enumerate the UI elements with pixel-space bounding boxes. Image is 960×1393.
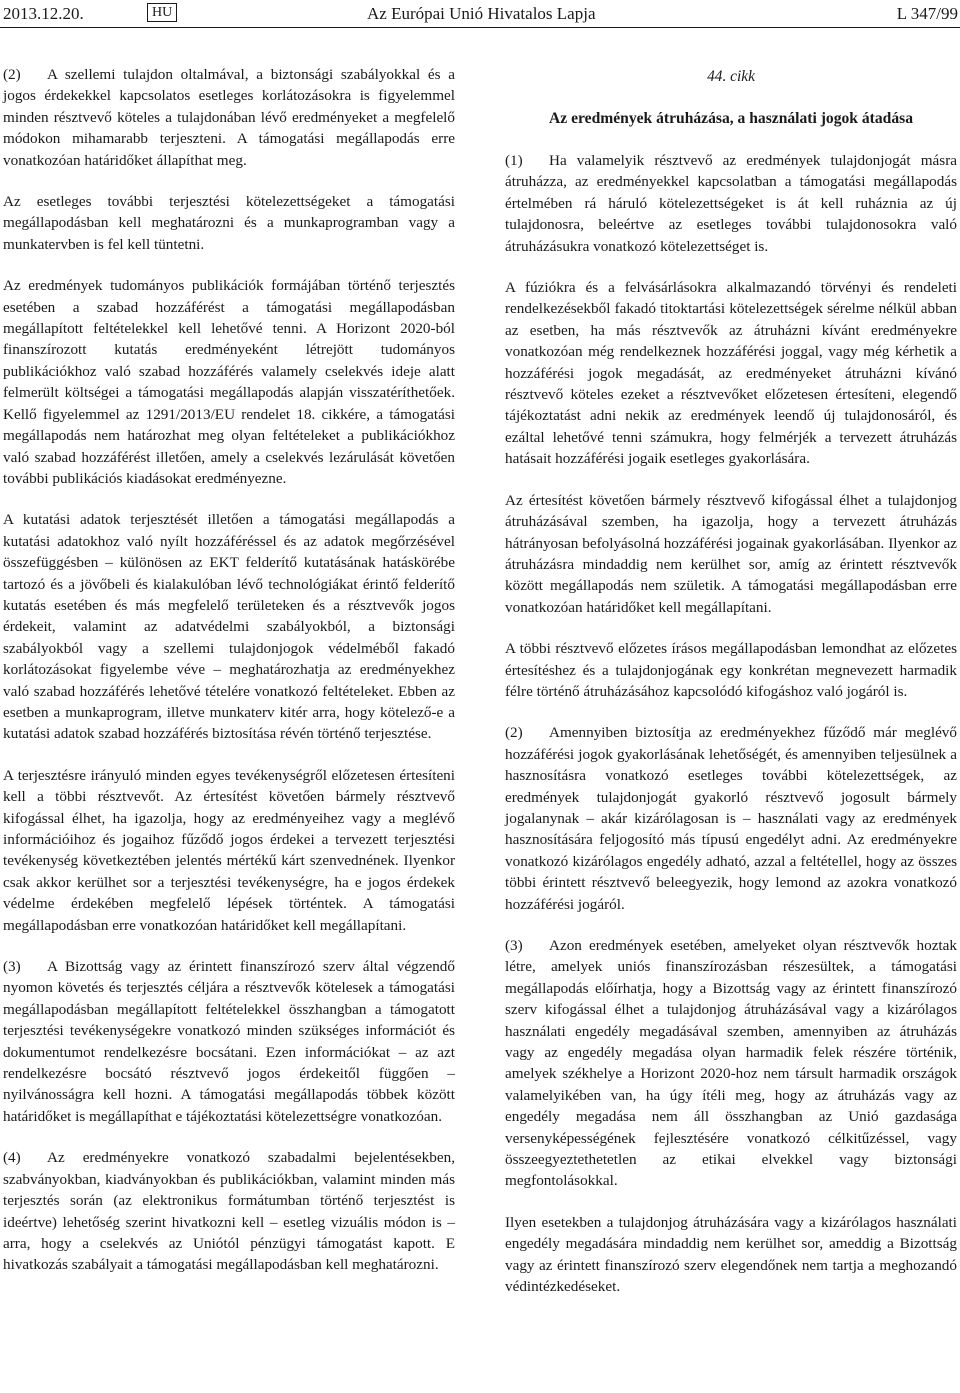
paragraph-number: (3) bbox=[3, 958, 21, 976]
language-badge: HU bbox=[147, 3, 177, 22]
publication-date: 2013.12.20. bbox=[3, 4, 84, 23]
paragraph bbox=[505, 722, 957, 915]
paragraph: Az eredmények tudományos publikációk formájában történő terjesztés esetében a szabad hozzáférést a támogatási megállapodásban megállapított feltételekkel kell lehetővé tenni. A Horizont 2020-ból finanszírozott kutatás eredményeként létrejött tudományos publikációkhoz való szabad hozzáférés valamely cselekvés ideje alatt felmerült költségei a támogatási megállapodás alapján visszatéríthetőek. Kellő figyelemmel az 1291/2013/EU rendelet 18. cikkére, a támogatási megállapodás nem határozhat meg olyan feltételeket a publikációkhoz való szabad hozzáférést illetően, amely a cselekvés lezárulását követően további publikációs kiadásokat eredményezne. bbox=[3, 277, 455, 487]
paragraph-text: Ha valamelyik résztvevő az eredmények tulajdonjogát másra átruházza, az eredményekkel kapcsolatban a támogatási megállapodás értelmében rá háruló kötelezettségeket is át kell ruháznia az új tulajdonosra, beleértve az esetleges további tulajdonosokra való átruházásukra vonatkozó kötelezettséget is. bbox=[505, 152, 957, 255]
paragraph: A fúziókra és a felvásárlásokra alkalmazandó törvényi és rendeleti rendelkezésekből fakadó titoktartási kötelezettségek sérelme nélkül abban az esetben, ha más résztvevők az átruházni kívánt eredményekre vonatkozóan még rendelkeznek hozzáférési joggal, vagy még kérhetik a hozzáférési jogok megadását, az eredményeket átruházni kívánó résztvevő köteles ezeket a résztvevőket előzetesen értesíteni, elegendő tájékoztatást adni nekik az eredmények leendő új tulajdonosáról, és ezáltal lehetővé tenni számukra, hogy felmérjék a tervezett átruházás hatásait hozzáférési jogaik esetleges gyakorlására. bbox=[505, 279, 957, 468]
paragraph-text: Az eredményekre vonatkozó szabadalmi bejelentésekben, szabványokban, kiadványokban és publikációkban, valamint minden más terjesztés során (az elektronikus formátumban történő terjesztést is ideértve) lehetőség szerint hivatkozni kell – esetleg vizuális módon is – arra, hogy a cselekvés az Uniótól pénzügyi támogatást kapott. E hivatkozás szabályait a támogatási megállapodásban kell meghatározni. bbox=[3, 1149, 455, 1274]
page-number: L 347/99 bbox=[896, 4, 958, 23]
paragraph: Ilyen esetekben a tulajdonjog átruházására vagy a kizárólagos használati engedély megadására mindaddig nem kerülhet sor, ameddig a Bizottság vagy az érintett finanszírozó szerv elegendőnek nem tartja a meghozandó védintézkedéseket. bbox=[505, 1213, 957, 1296]
paragraph bbox=[505, 935, 957, 1192]
paragraph bbox=[3, 64, 455, 171]
header-divider bbox=[0, 27, 960, 28]
paragraph-text: A Bizottság vagy az érintett finanszírozó szerv által végzendő nyomon követés és terjesztés céljára a résztvevők kötelesek a támogatási megállapodásban megállapított feltételekkel összhangban a támogatott terjesztési tevékenységekre vonatkozó minden szükséges információt és dokumentumot rendelkezésre bocsátani. Ezen információkat – az azt rendelkezésre bocsátó résztvevő jogos érdekeitől függően – nyilvánosságra kell hozni. A támogatási megállapodás többek között határidőket is megállapíthat e tájékoztatási kötelezettségre vonatkozóan. bbox=[3, 958, 455, 1125]
paragraph-number: (2) bbox=[505, 724, 523, 742]
paragraph-text: Azon eredmények esetében, amelyeket olyan résztvevők hoztak létre, amelyek uniós finanszírozásban részesültek, a támogatási megállapodás előírhatja, hogy a Bizottság vagy az érintett finanszírozó szerv kifogással élhet a tulajdonjog átruházásával vagy a kizárólagos használati engedély megadásával szemben, amennyiben az átruházás vagy az engedély megadása olyan harmadik felek részére történik, amelyek székhelye a Horizont 2020-hoz nem társult harmadik országok valamelyikében van, ha úgy ítéli meg, hogy az átruházás vagy az engedély megadása nem áll összhangban az Unió gazdasága versenyképességének fejlesztésére vonatkozó célkitűzéssel, vagy összeegyeztethetetlen az etikai elvekkel vagy biztonsági megfontolásokkal. bbox=[505, 937, 957, 1190]
right-column bbox=[505, 66, 957, 1298]
paragraph-text: A szellemi tulajdon oltalmával, a biztonsági szabályokkal és a jogos érdekekkel kapcsolatos esetleges korlátozásokra is figyelemmel minden résztvevő köteles a tulajdonában lévő eredményeket a megfelelő módokon mihamarabb terjeszteni. A támogatási megállapodás erre vonatkozóan határidőket állapíthat meg. bbox=[3, 66, 455, 169]
paragraph-number: (1) bbox=[505, 152, 523, 169]
paragraph: Az esetleges további terjesztési kötelezettségeket a támogatási megállapodásban kell meghatározni és a munkaprogramban vagy a munkatervben is fel kell tüntetni. bbox=[3, 193, 455, 253]
paragraph-number: (2) bbox=[3, 66, 21, 83]
paragraph: Az értesítést követően bármely résztvevő kifogással élhet a tulajdonjog átruházásával szemben, ha igazolja, hogy a tervezett átruházás hátrányosan befolyásolná hozzáférési jogainak gyakorlásában. Ilyenkor az átruházásra mindaddig nem kerülhet sor, amíg az érintett résztvevők között megállapodás nem születik. A támogatási megállapodásban erre vonatkozóan határidőket kell megállapítani. bbox=[505, 491, 957, 616]
paragraph bbox=[3, 1147, 455, 1275]
paragraph-number: (4) bbox=[3, 1149, 21, 1167]
page-header bbox=[0, 0, 960, 34]
left-column bbox=[3, 64, 455, 1276]
paragraph bbox=[505, 150, 957, 257]
paragraph: A többi résztvevő előzetes írásos megállapodásban lemondhat az előzetes értesítéshez és a tulajdonjogának egy konkrétan megnevezett harmadik félre történő átruházásához kapcsolódó kifogáshoz való jogáról is. bbox=[505, 640, 957, 700]
paragraph-text: Amennyiben biztosítja az eredményekhez fűződő már meglévő hozzáférési jogok gyakorlásának lehetőségét, és amennyiben teljesülnek a hasznosításra vonatkozó esetleges további kötelezettségek, az eredmények tulajdonjogát gyakorló résztvevő jogosult bármely jogalanynak – akár kizárólagosan is – használati vagy az eredmények hasznosítására feljogosító más típusú engedélyt adni. Az eredményekre vonatkozó kizárólagos engedély adható, azzal a feltétellel, hogy az összes többi érintett résztvevő beleegyezik, hogy lemond az azokra vonatkozó hozzáférési jogáról. bbox=[505, 724, 957, 913]
article-number: 44. cikk bbox=[707, 68, 755, 85]
article-title: Az eredmények átruházása, a használati jogok átadása bbox=[549, 110, 913, 127]
paragraph: A terjesztésre irányuló minden egyes tevékenységről előzetesen értesíteni kell a többi résztvevőt. Az értesítést követően bármely résztvevő kifogással élhet, ha igazolja, hogy az eredményeihez vagy a meglévő információihoz és jogaihoz fűződő jogos érdekei a tervezett terjesztési tevékenység következtében jelentés mértékű kárt szenvednének. Ilyenkor csak akkor kerülhet sor a terjesztési tevékenységre, ha e jogos érdekek védelme érdekében megfelelő lépések történtek. A támogatási megállapodásban erre vonatkozóan határidőket kell megállapítani. bbox=[3, 766, 455, 934]
paragraph bbox=[3, 956, 455, 1127]
journal-title: Az Európai Unió Hivatalos Lapja bbox=[367, 4, 596, 23]
paragraph-number: (3) bbox=[505, 937, 523, 954]
paragraph: A kutatási adatok terjesztését illetően a támogatási megállapodás a kutatási adatokhoz való nyílt hozzáféréssel és az adatok megőrzésével összefüggésben – különösen az EKT felderítő kutatásának hatáskörébe tartozó és a jövőbeli és kialakulóban lévő technológiákat érintő felderítő kutatás esetében és más megfelelő területeken és a résztvevők jogos érdekeit, valamint az adatvédelmi szabályokból, a biztonsági szabályokból vagy a szellemi tulajdonjogok védelméből fakadó korlátozásokat figyelembe véve – meghatározhatja az eredményekhez való szabad hozzáférés lehetővé tételére vonatkozó feltételeket. Ebben az esetben a munkaprogram, illetve munkaterv kitér arra, hogy kötelező-e a kutatási adatok szabad hozzáférés biztosítása révén történő terjesztése. bbox=[3, 511, 455, 743]
